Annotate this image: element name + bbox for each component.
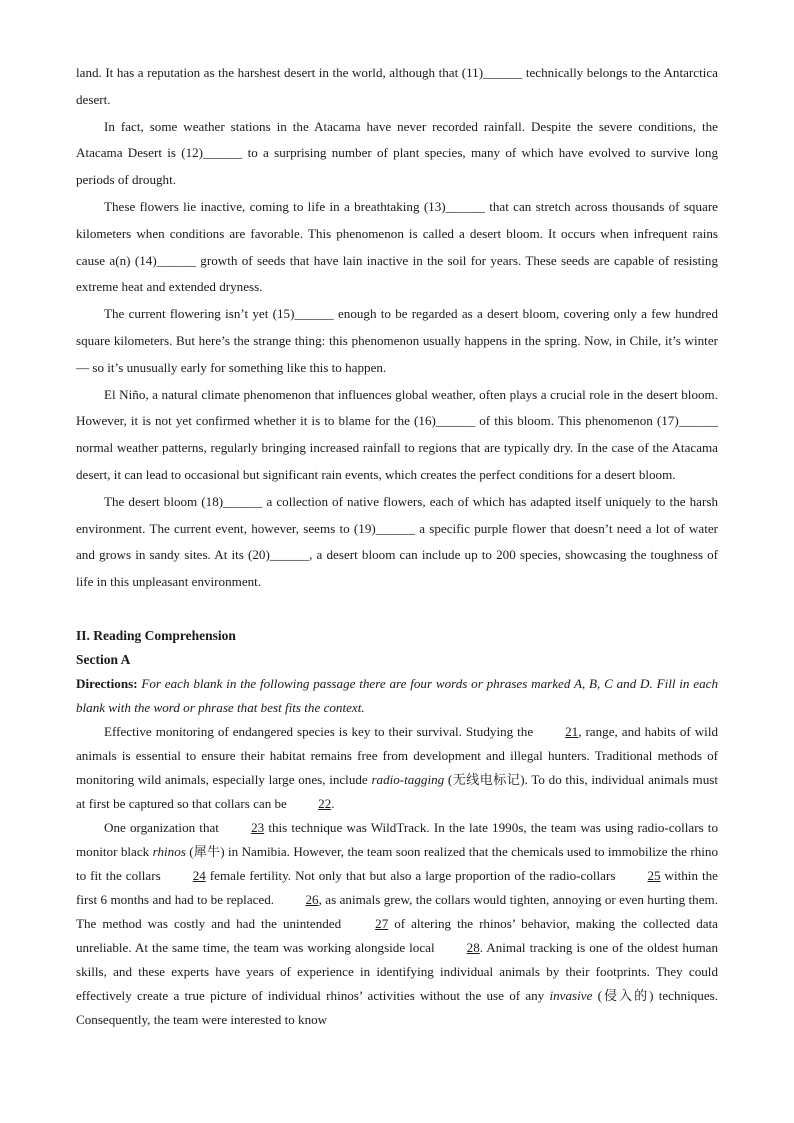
text-run: within the first 6 months and had to be replaced.	[76, 867, 718, 907]
text-run: , as animals grew, the collars would tighten, annoying or even hurting them. The method was costly and had the unintended	[76, 891, 718, 931]
term-rhinos: rhinos	[152, 843, 186, 859]
blank-26: 26	[305, 891, 319, 907]
blank-27: 27	[375, 915, 389, 931]
text-run: (侵入的) techniques. Consequently, the team were interested to know	[76, 987, 719, 1027]
text-run: One organization that	[104, 819, 224, 835]
section-spacer	[76, 596, 718, 624]
text-run: (无线电标记). To do this, individual animals must at first be captured so that collars can be	[76, 771, 718, 811]
blank-22: 22	[318, 795, 332, 811]
passage-paragraph-2	[76, 816, 718, 1032]
paragraph-p5: El Niño, a natural climate phenomenon that influences global weather, often plays a crucial role in the desert bloom. However, it is not yet confirmed whether it is to blame for the (16)______ of this bloom. This phenomenon (17)______ normal weather patterns, regularly bringing increased rainfall to regions that are typically dry. In the case of the Atacama desert, it can lead to occasional but significant rain events, which creates the perfect conditions for a desert bloom.	[76, 386, 718, 482]
text-run: of altering the rhinos’ behavior, making the collected data unreliable. At the same time, the team was working alongside local	[76, 915, 718, 955]
text-run: this technique was WildTrack. In the late 1990s, the team was using radio-collars to monitor black	[76, 819, 718, 859]
paragraph-p2: In fact, some weather stations in the Atacama have never recorded rainfall. Despite the severe conditions, the Atacama Desert is (12)______ to a surprising number of plant species, many of which have evolved to survive long periods of drought.	[76, 118, 718, 188]
paragraph-p6: The desert bloom (18)______ a collection of native flowers, each of which has adapted itself uniquely to the harsh environment. The current event, however, seems to (19)______ a specific purple flower that doesn’t need a lot of water and grows in sandy sites. At its (20)______, a desert bloom can include up to 200 species, showcasing the toughness of life in this unpleasant environment.	[76, 493, 718, 590]
paragraph-p1: land. It has a reputation as the harshest desert in the world, although that (11)______ technically belongs to the Antarctica desert.	[76, 65, 718, 107]
passage-paragraph-1	[76, 720, 718, 816]
directions-text: For each blank in the following passage there are four words or phrases marked A, B, C and D. Fill in each blank with the word or phrase that best fits the context.	[76, 675, 718, 715]
blank-23: 23	[251, 819, 265, 835]
section-title: II. Reading Comprehension	[76, 627, 236, 643]
blank-28: 28	[466, 939, 480, 955]
text-run: . Animal tracking is one of the oldest human skills, and these experts have years of experience in identifying individual animals by their footprints. They could effectively create a true picture of individual rhinos’ activities without the use of any	[76, 939, 718, 1003]
directions-label: Directions:	[76, 675, 138, 691]
blank-25: 25	[647, 867, 661, 883]
directions	[76, 672, 718, 720]
term-radio-tagging: radio-tagging	[371, 771, 445, 787]
term-invasive: invasive	[549, 987, 593, 1003]
paragraph-p3: These flowers lie inactive, coming to life in a breathtaking (13)______ that can stretch across thousands of square kilometers when conditions are favorable. This phenomenon is called a desert bloom. It occurs when infrequent rains cause a(n) (14)______ growth of seeds that have lain inactive in the soil for years. These seeds are capable of resisting extreme heat and extended dryness.	[76, 198, 718, 295]
text-run: Effective monitoring of endangered species is key to their survival. Studying the	[104, 723, 538, 739]
text-run: , range, and habits of wild animals is essential to ensure their habitat remains free from development and illegal hunters. Traditional methods of monitoring wild animals, especially large ones, include	[76, 723, 719, 787]
paragraph-p4: The current flowering isn’t yet (15)______ enough to be regarded as a desert bloom, covering only a few hundred square kilometers. But here’s the strange thing: this phenomenon usually happens in the spring. Now, in Chile, it’s winter — so it’s unusually early for something like this to happen.	[76, 306, 718, 375]
blank-24: 24	[192, 867, 206, 883]
subsection-title: Section A	[76, 651, 131, 667]
section-a	[76, 672, 718, 1032]
text-run: .	[331, 795, 335, 811]
text-run: (犀牛) in Namibia. However, the team soon realized that the chemicals used to immobilize the rhino to fit the collars	[76, 843, 718, 883]
blank-21: 21	[565, 723, 579, 739]
text-run: female fertility. Not only that but also a large proportion of the radio-collars	[205, 867, 620, 883]
page-content	[76, 60, 718, 1032]
